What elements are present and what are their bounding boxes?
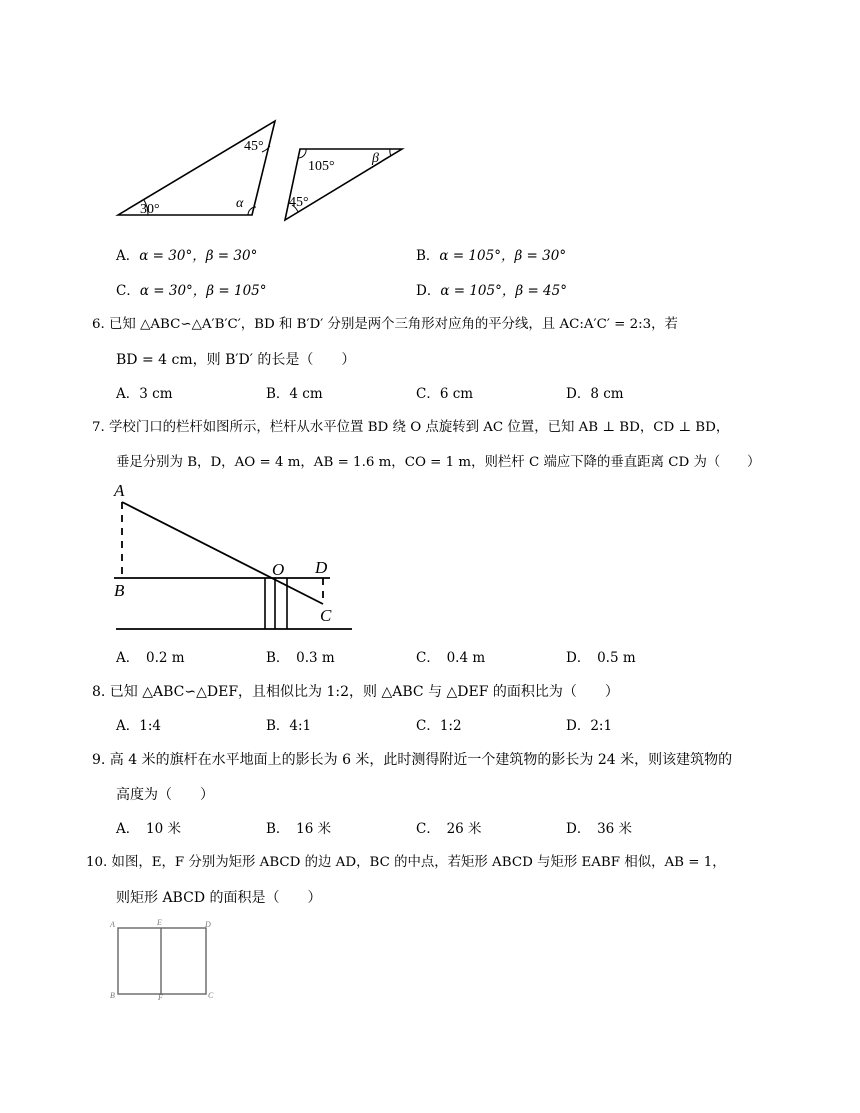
q9-option-a: A． 10 米 — [116, 821, 181, 837]
q8-option-c: C．1:2 — [416, 718, 462, 734]
q9-option-b: B． 16 米 — [266, 821, 332, 837]
label-e: E — [157, 918, 162, 927]
q7-option-d: D． 0.5 m — [566, 650, 636, 666]
option-text: α = 105°，β = 30° — [439, 248, 567, 264]
q9-line-1: 9. 高 4 米的旗杆在水平地面上的影长为 6 米，此时测得附近一个建筑物的影长为 24 米，则该建筑物的 — [92, 752, 733, 768]
label-d: D — [315, 558, 328, 577]
q5-option-c — [116, 281, 267, 301]
q6-option-a: A．3 cm — [116, 386, 173, 402]
option-text: α = 30°，β = 105° — [139, 283, 267, 299]
label-c: C — [320, 606, 332, 625]
q9-line-2: 高度为（ ） — [116, 787, 214, 803]
q6-line-1: 6. 已知 △ABC∽△A′B′C′，BD 和 B′D′ 分别是两个三角形对应角的平分线，且 AC:A′C′ = 2:3，若 — [92, 317, 678, 332]
q5-option-b — [416, 246, 566, 266]
option-letter: D． — [416, 283, 441, 299]
triangles-figure — [110, 115, 410, 225]
q5-option-d — [416, 281, 567, 301]
left-angle-right: α — [236, 196, 244, 211]
q6-line-2: BD = 4 cm，则 B′D′ 的长是（ ） — [116, 352, 356, 368]
q7-option-a: A． 0.2 m — [116, 650, 185, 666]
label-b: B — [110, 991, 115, 1000]
option-letter: C． — [116, 283, 140, 299]
q7-line-2: 垂足分别为 B，D，AO = 4 m，AB = 1.6 m，CO = 1 m，则栏杆 C 端应下降的垂直距离 CD 为（ ） — [116, 455, 761, 470]
label-f: F — [158, 993, 163, 1002]
q8-option-a: A．1:4 — [116, 718, 161, 734]
option-letter: A． — [116, 248, 140, 264]
left-triangle — [118, 121, 275, 215]
option-text: α = 105°，β = 45° — [440, 283, 567, 299]
label-c: C — [208, 991, 214, 1000]
left-angle-top: 45° — [244, 139, 264, 154]
option-letter: B． — [416, 248, 440, 264]
right-angle-top-right: β — [372, 151, 379, 166]
railing-figure — [108, 478, 358, 638]
label-b: B — [114, 581, 125, 600]
q10-line-1: 10. 如图，E，F 分别为矩形 ABCD 的边 AD，BC 的中点，若矩形 ABCD 与矩形 EABF 相似，AB = 1， — [86, 855, 726, 870]
label-d: D — [205, 920, 211, 929]
q6-option-c: C．6 cm — [416, 386, 474, 402]
right-angle-top-left: 105° — [308, 159, 335, 174]
q6-option-b: B．4 cm — [266, 386, 323, 402]
left-angle-left: 30° — [140, 202, 160, 217]
q9-option-c: C． 26 米 — [416, 821, 482, 837]
q8-option-d: D．2:1 — [566, 718, 613, 734]
q6-option-d: D．8 cm — [566, 386, 624, 402]
q9-option-d: D． 36 米 — [566, 821, 633, 837]
label-o: O — [272, 560, 285, 579]
q10-line-2: 则矩形 ABCD 的面积是（ ） — [116, 890, 322, 906]
rectangle-figure — [104, 916, 224, 1006]
label-a: A — [114, 481, 125, 500]
q5-option-a — [116, 246, 257, 266]
q8-line-1: 8. 已知 △ABC∽△DEF，且相似比为 1:2，则 △ABC 与 △DEF 的面积比为（ ） — [92, 684, 619, 700]
q7-option-c: C． 0.4 m — [416, 650, 486, 666]
option-text: α = 30°，β = 30° — [139, 248, 258, 264]
q7-option-b: B． 0.3 m — [266, 650, 335, 666]
q8-option-b: B．4:1 — [266, 718, 312, 734]
right-angle-bottom: 45° — [289, 195, 309, 210]
q7-line-1: 7. 学校门口的栏杆如图所示，栏杆从水平位置 BD 绕 O 点旋转到 AC 位置，已知 AB ⊥ BD，CD ⊥ BD， — [92, 420, 730, 435]
label-a: A — [110, 920, 115, 929]
